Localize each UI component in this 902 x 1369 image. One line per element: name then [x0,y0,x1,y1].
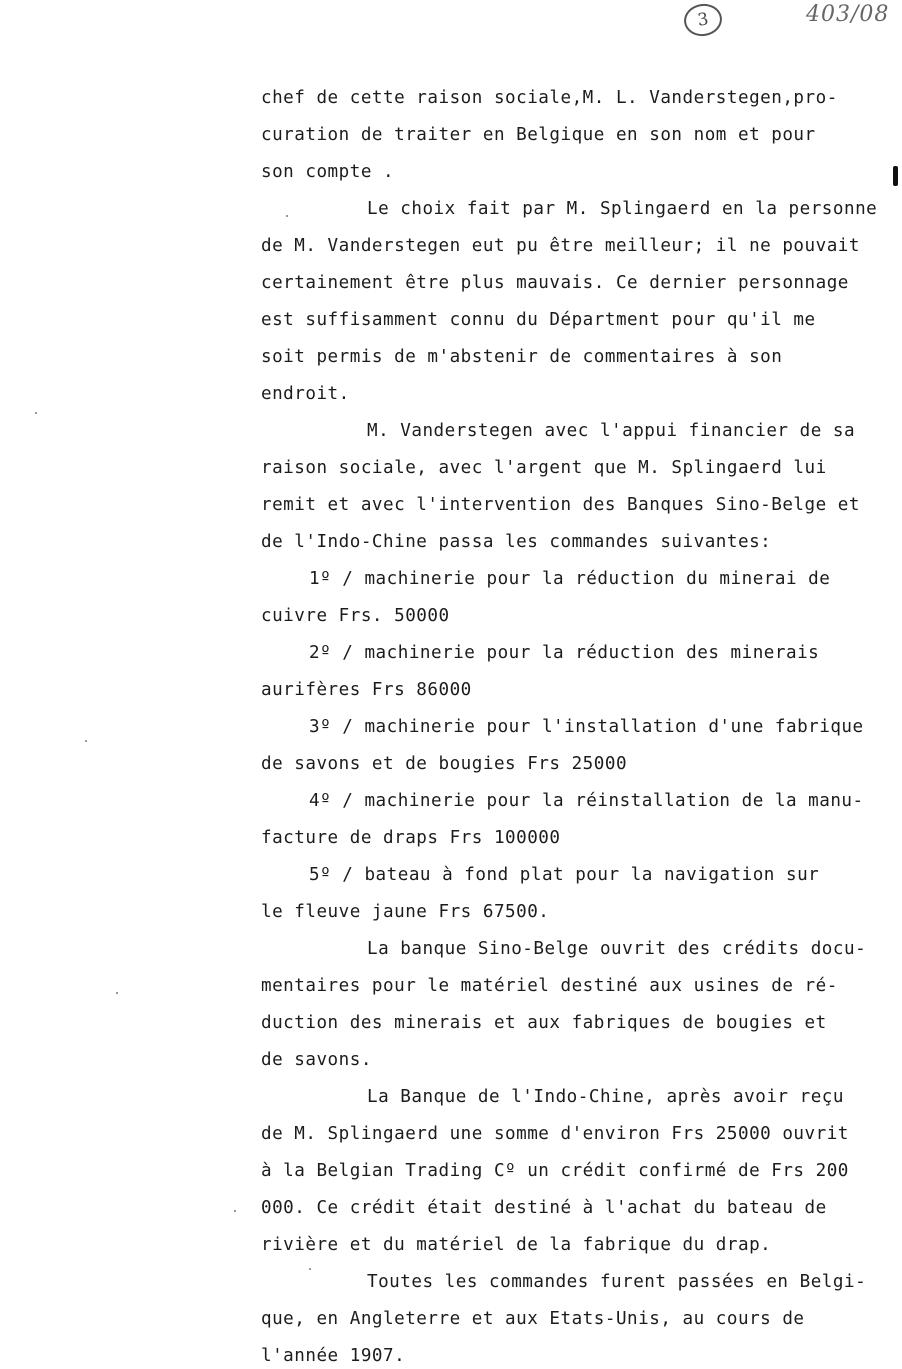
text-line: de l'Indo-Chine passa les commandes suivantes: [261,532,772,552]
order-item: 1º / machinerie pour la réduction du minerai de [309,569,831,589]
text-line: son compte . [261,162,395,182]
text-line: aurifères Frs 86000 [261,680,472,700]
text-line: mentaires pour le matériel destiné aux usines de ré- [261,976,838,996]
text-line: facture de draps Frs 100000 [261,828,561,848]
text-line: de M. Splingaerd une somme d'environ Frs 25000 ouvrit [261,1124,849,1144]
text-line: le fleuve jaune Frs 67500. [261,902,550,922]
text-line: de savons. [261,1050,372,1070]
paper-speck [35,412,37,414]
text-line: La Banque de l'Indo-Chine, après avoir reçu [367,1087,844,1107]
text-line: rivière et du matériel de la fabrique du drap. [261,1235,772,1255]
text-line: de M. Vanderstegen eut pu être meilleur; il ne pouvait [261,236,860,256]
text-line: soit permis de m'abstenir de commentaires à son [261,347,783,367]
text-line: est suffisamment connu du Départment pour qu'il me [261,310,816,330]
text-line: cuivre Frs. 50000 [261,606,450,626]
paper-speck [116,992,118,994]
text-line: Toutes les commandes furent passées en Belgi- [367,1272,867,1292]
order-item: 3º / machinerie pour l'installation d'une fabrique [309,717,864,737]
typed-letter-body [261,86,897,1369]
text-line: endroit. [261,384,350,404]
text-line: raison sociale, avec l'argent que M. Splingaerd lui [261,458,827,478]
text-line: remit et avec l'intervention des Banques Sino-Belge et [261,495,860,515]
text-line: duction des minerais et aux fabriques de bougies et [261,1013,827,1033]
order-item: 5º / bateau à fond plat pour la navigation sur [309,865,820,885]
text-line: l'année 1907. [261,1346,406,1366]
text-line: que, en Angleterre et aux Etats-Unis, au cours de [261,1309,805,1329]
text-line: certainement être plus mauvais. Ce dernier personnage [261,273,849,293]
text-line: M. Vanderstegen avec l'appui financier de sa [367,421,856,441]
paper-speck [234,1210,236,1212]
order-item: 2º / machinerie pour la réduction des minerais [309,643,820,663]
handwritten-reference: 403/08 [806,2,890,27]
order-item: 4º / machinerie pour la réinstallation de la manu- [309,791,864,811]
paper-speck [85,740,87,742]
text-line: de savons et de bougies Frs 25000 [261,754,628,774]
circled-page-number: 3 [682,2,724,39]
text-line: Le choix fait par M. Splingaerd en la personne [367,199,878,219]
text-line: à la Belgian Trading Cº un crédit confirmé de Frs 200 [261,1161,849,1181]
text-line: curation de traiter en Belgique en son nom et pour [261,125,816,145]
text-line: La banque Sino-Belge ouvrit des crédits docu- [367,939,867,959]
text-line: 000. Ce crédit était destiné à l'achat du bateau de [261,1198,827,1218]
text-line: chef de cette raison sociale,M. L. Vanderstegen,pro- [261,88,838,108]
